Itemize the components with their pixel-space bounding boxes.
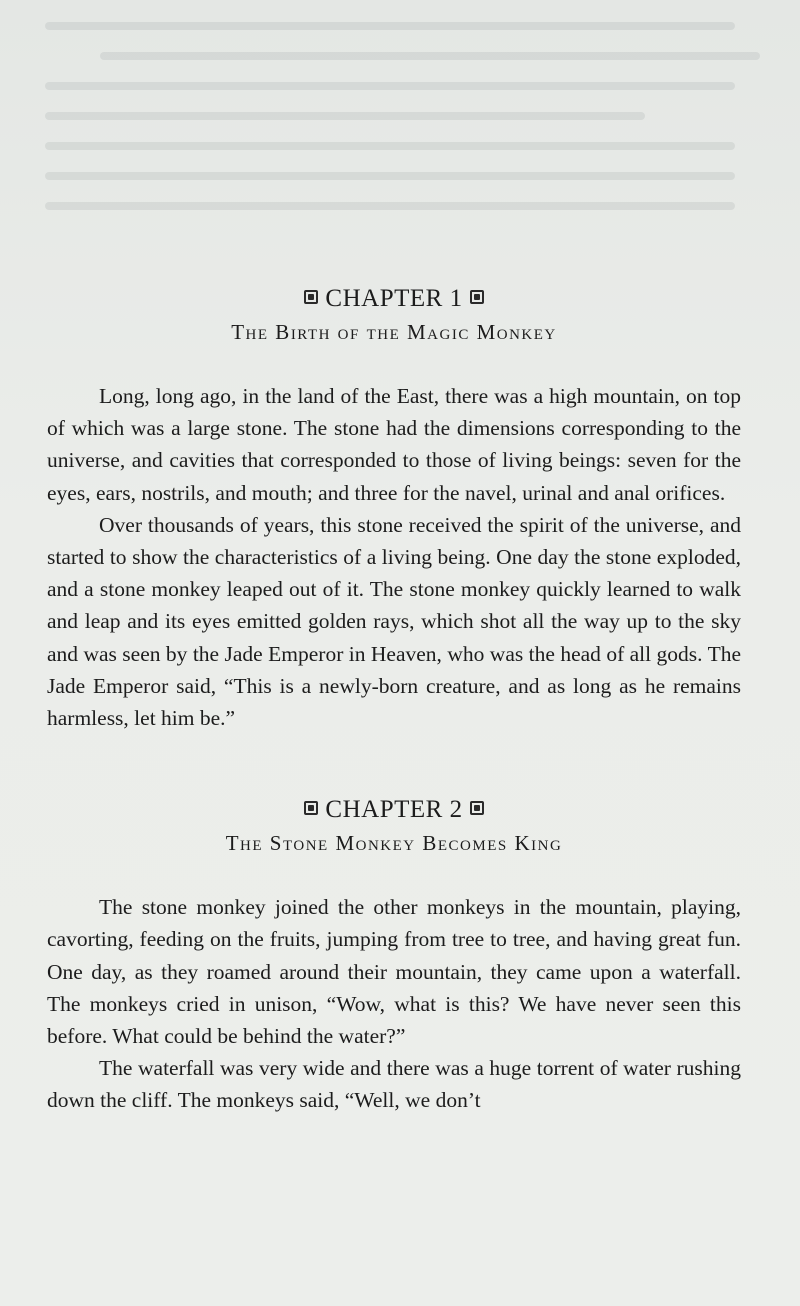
chapter-2-heading <box>47 794 741 826</box>
paragraph: Over thousands of years, this stone received the spirit of the universe, and started to show the characteristics of a living being. One day the stone exploded, and a stone monkey leaped out of it. The stone monkey quickly learned to walk and leap and its eyes emitted golden rays, which shot all the way up to the sky and was seen by the Jade Emperor in Heaven, who was the head of all gods. The Jade Emperor said, “This is a newly-born creature, and as long as he remains harmless, let him be.” <box>47 512 741 731</box>
paragraph: The stone monkey joined the other monkeys in the mountain, playing, cavorting, feeding on the fruits, jumping from tree to tree, and having great fun. One day, as they roamed around their mountain, they came upon a waterfall. The monkeys cried in unison, “Wow, what is this? We have never seen this before. What could be behind the water?” <box>47 895 741 1049</box>
ornament-icon <box>470 801 484 815</box>
chapter-2-label: CHAPTER 2 <box>325 796 463 824</box>
paragraph: The waterfall was very wide and there was a huge torrent of water rushing down the cliff. The monkeys said, “Well, we don’t <box>47 1056 741 1113</box>
chapter-2-title: The Stone Monkey Becomes King <box>225 831 563 856</box>
chapter-1-title: The Birth of the Magic Monkey <box>231 320 557 344</box>
ornament-icon <box>304 801 318 815</box>
bleed-through-text <box>0 0 800 260</box>
ornament-icon <box>470 290 484 304</box>
chapter-1-heading <box>47 283 741 315</box>
paragraph: Long, long ago, in the land of the East, there was a high mountain, on top of which was a large stone. The stone had the dimensions corresponding to the universe, and cavities that corresponded to those of living beings: seven for the eyes, ears, nostrils, and mouth; and three for the navel, urinal and anal orifices. <box>47 384 741 505</box>
page-content <box>47 283 741 1117</box>
ornament-icon <box>304 290 318 304</box>
chapter-1-label: CHAPTER 1 <box>325 285 463 312</box>
